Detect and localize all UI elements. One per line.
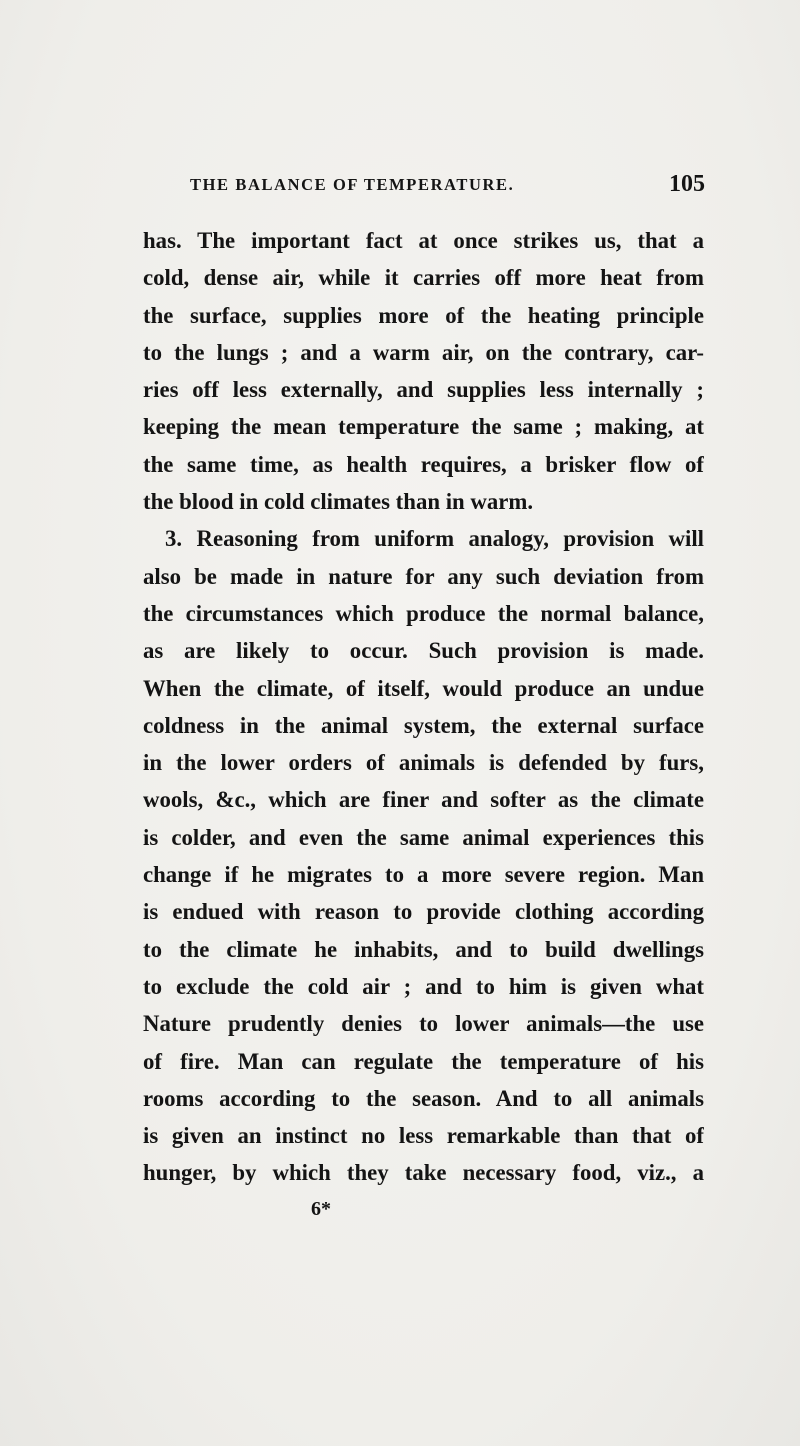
- text-line-paragraph-end: the blood in cold climates than in warm.: [143, 489, 534, 515]
- text-line: to the lungs ; and a warm air, on the contrary, car-: [143, 339, 704, 365]
- running-title: THE BALANCE OF TEMPERATURE.: [190, 175, 515, 194]
- text-line: of fire. Man can regulate the temperature of his: [143, 1048, 704, 1074]
- text-line: the same time, as health requires, a brisker flow of: [143, 451, 704, 477]
- text-line: as are likely to occur. Such provision is made.: [143, 638, 704, 664]
- page-number: 105: [669, 171, 705, 197]
- text-line: coldness in the animal system, the external surface: [143, 712, 704, 738]
- text-line: is given an instinct no less remarkable than that of: [143, 1123, 704, 1149]
- text-line: Nature prudently denies to lower animals—the use: [143, 1011, 704, 1037]
- text-line: change if he migrates to a more severe region. Man: [143, 862, 704, 888]
- text-line: also be made in nature for any such deviation from: [143, 563, 704, 589]
- text-line: to the climate he inhabits, and to build dwellings: [143, 936, 704, 962]
- text-line: hunger, by which they take necessary food, viz., a: [143, 1160, 704, 1186]
- text-line: is endued with reason to provide clothing according: [143, 899, 704, 925]
- text-line-paragraph-start: 3. Reasoning from uniform analogy, provision will: [165, 526, 704, 552]
- text-line: ries off less externally, and supplies less internally ;: [143, 377, 704, 403]
- text-line: rooms according to the season. And to all animals: [143, 1085, 704, 1111]
- running-head: [190, 171, 705, 197]
- text-line: cold, dense air, while it carries off more heat from: [143, 265, 704, 291]
- text-line: in the lower orders of animals is defended by furs,: [143, 750, 704, 776]
- text-line: the surface, supplies more of the heating principle: [143, 302, 704, 328]
- body-text: [143, 222, 704, 1192]
- text-line: to exclude the cold air ; and to him is given what: [143, 973, 704, 999]
- text-line: wools, &c., which are finer and softer as the climate: [143, 787, 704, 813]
- text-line: When the climate, of itself, would produce an undue: [143, 675, 704, 701]
- text-line: keeping the mean temperature the same ; making, at: [143, 414, 704, 440]
- text-line: the circumstances which produce the normal balance,: [143, 600, 704, 626]
- text-line: is colder, and even the same animal experiences this: [143, 824, 704, 850]
- text-line: has. The important fact at once strikes us, that a: [143, 228, 704, 253]
- signature-mark: 6*: [311, 1198, 331, 1220]
